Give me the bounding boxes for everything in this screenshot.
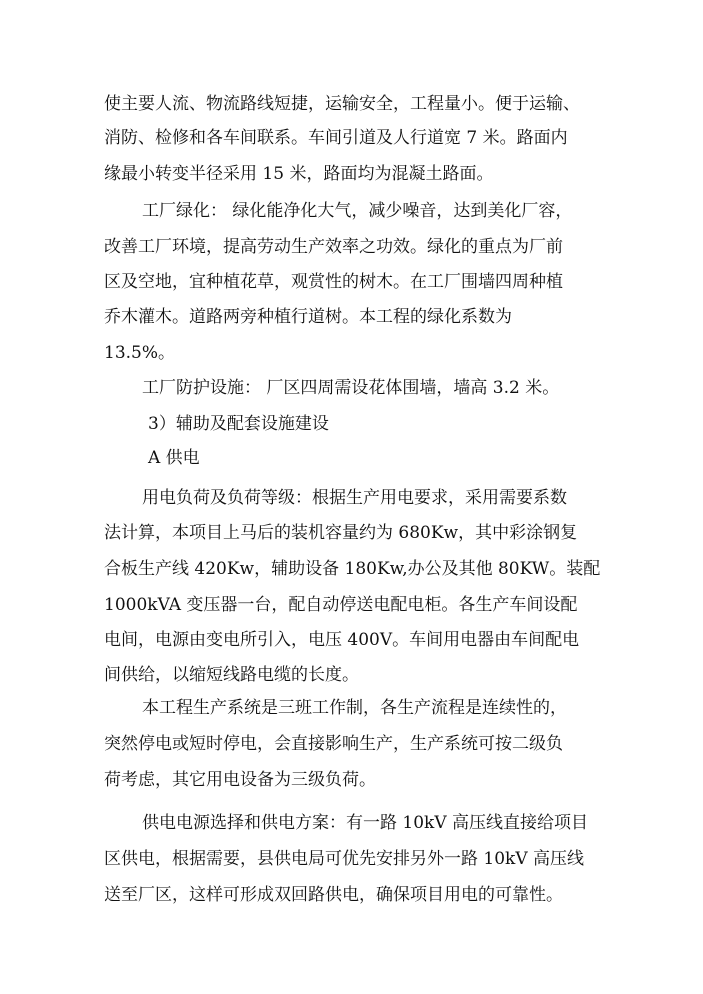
paragraph-supply-line-3: 送至厂区，这样可形成双回路供电，确保项目用电的可靠性。 [104, 885, 563, 905]
section-heading-power-supply: A 供电 [148, 448, 200, 468]
paragraph-supply-line-2: 区供电，根据需要，县供电局可优先安排另外一路 10kV 高压线 [104, 849, 585, 869]
paragraph-greening-line-3: 区及空地，宜种植花草，观赏性的树木。在工厂围墙四周种植 [104, 272, 563, 292]
paragraph-greening-line-2: 改善工厂环境，提高劳动生产效率之功效。绿化的重点为厂前 [104, 237, 563, 257]
paragraph-load-line-4: 1000kVA 变压器一台，配自动停送电配电柜。各生产车间设配 [104, 595, 578, 615]
paragraph-load-line-6: 间供给，以缩短线路电缆的长度。 [104, 665, 359, 685]
paragraph-greening-line-4: 乔木灌木。道路两旁种植行道树。本工程的绿化系数为 [104, 307, 512, 327]
paragraph-shift-line-2: 突然停电或短时停电，会直接影响生产，生产系统可按二级负 [104, 734, 563, 754]
paragraph-roads-line-3: 缘最小转变半径采用 15 米，路面均为混凝土路面。 [104, 164, 494, 184]
paragraph-roads-line-2: 消防、检修和各车间联系。车间引道及人行道宽 7 米。路面内 [104, 128, 568, 148]
paragraph-load-line-1: 用电负荷及负荷等级：根据生产用电要求，采用需要系数 [142, 488, 567, 508]
paragraph-load-line-5: 电间，电源由变电所引入，电压 400V。车间用电器由车间配电 [104, 630, 580, 650]
paragraph-load-line-3: 合板生产线 420Kw，辅助设备 180Kw,办公及其他 80KW。装配 [104, 559, 601, 579]
paragraph-greening-line-5: 13.5%。 [104, 343, 176, 363]
paragraph-greening-line-1: 工厂绿化： 绿化能净化大气，减少噪音，达到美化厂容， [142, 201, 573, 221]
paragraph-shift-line-3: 荷考虑，其它用电设备为三级负荷。 [104, 770, 376, 790]
paragraph-shift-line-1: 本工程生产系统是三班工作制，各生产流程是连续性的， [142, 698, 567, 718]
paragraph-roads-line-1: 使主要人流、物流路线短捷，运输安全，工程量小。便于运输、 [104, 94, 580, 114]
paragraph-supply-line-1: 供电电源选择和供电方案：有一路 10kV 高压线直接给项目 [142, 813, 589, 833]
paragraph-protection-line-1: 工厂防护设施： 厂区四周需设花体围墙，墙高 3.2 米。 [142, 378, 560, 398]
paragraph-load-line-2: 法计算，本项目上马后的装机容量约为 680Kw，其中彩涂钢复 [104, 523, 578, 543]
section-heading-aux-facilities: 3）辅助及配套设施建设 [148, 414, 329, 434]
